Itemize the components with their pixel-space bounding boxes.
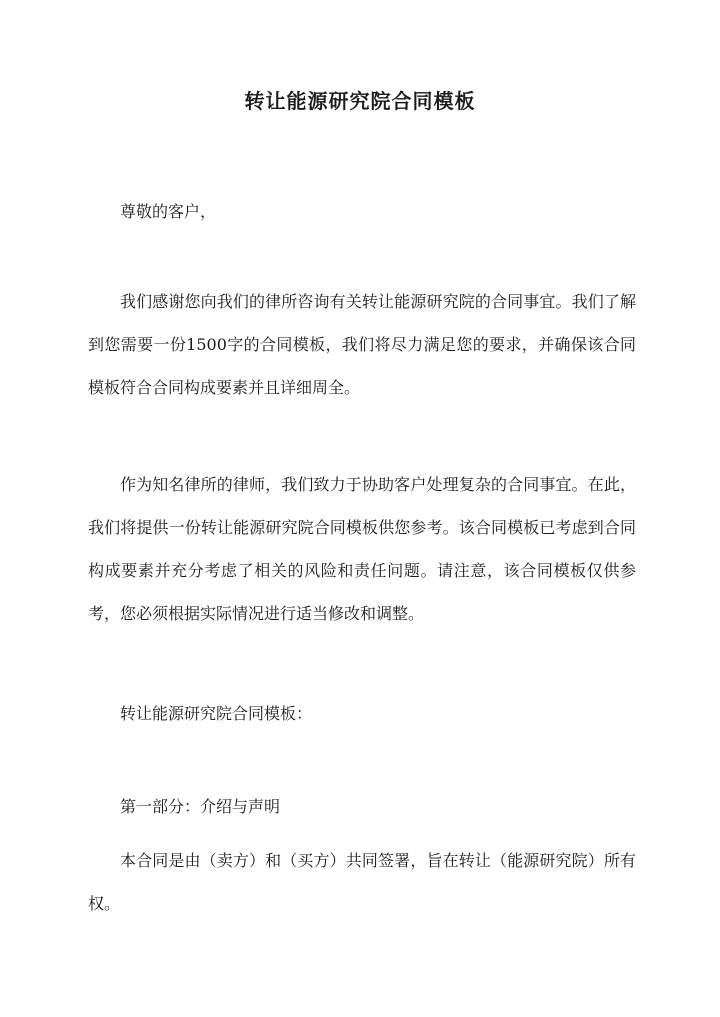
section-heading: 第一部分：介绍与声明 [120, 797, 281, 816]
contract-paragraph: 本合同是由（卖方）和（买方）共同签署，旨在转让（能源研究院）所有权。 [88, 851, 636, 913]
description-paragraph: 作为知名律所的律师，我们致力于协助客户处理复杂的合同事宜。在此，我们将提供一份转让能源研究院合同模板供您参考。该合同模板已考虑到合同构成要素并充分考虑了相关的风险和责任问题。请注意，该合同模板仅供参考，您必须根据实际情况进行适当修改和调整。 [88, 475, 636, 623]
document-title: 转让能源研究院合同模板 [244, 89, 476, 113]
greeting-paragraph: 尊敬的客户， [120, 202, 217, 221]
intro-paragraph: 我们感谢您向我们的律所咨询有关转让能源研究院的合同事宜。我们了解到您需要一份1500字的合同模板，我们将尽力满足您的要求，并确保该合同模板符合合同构成要素并且详细周全。 [88, 292, 636, 397]
template-heading: 转让能源研究院合同模板： [120, 704, 313, 723]
